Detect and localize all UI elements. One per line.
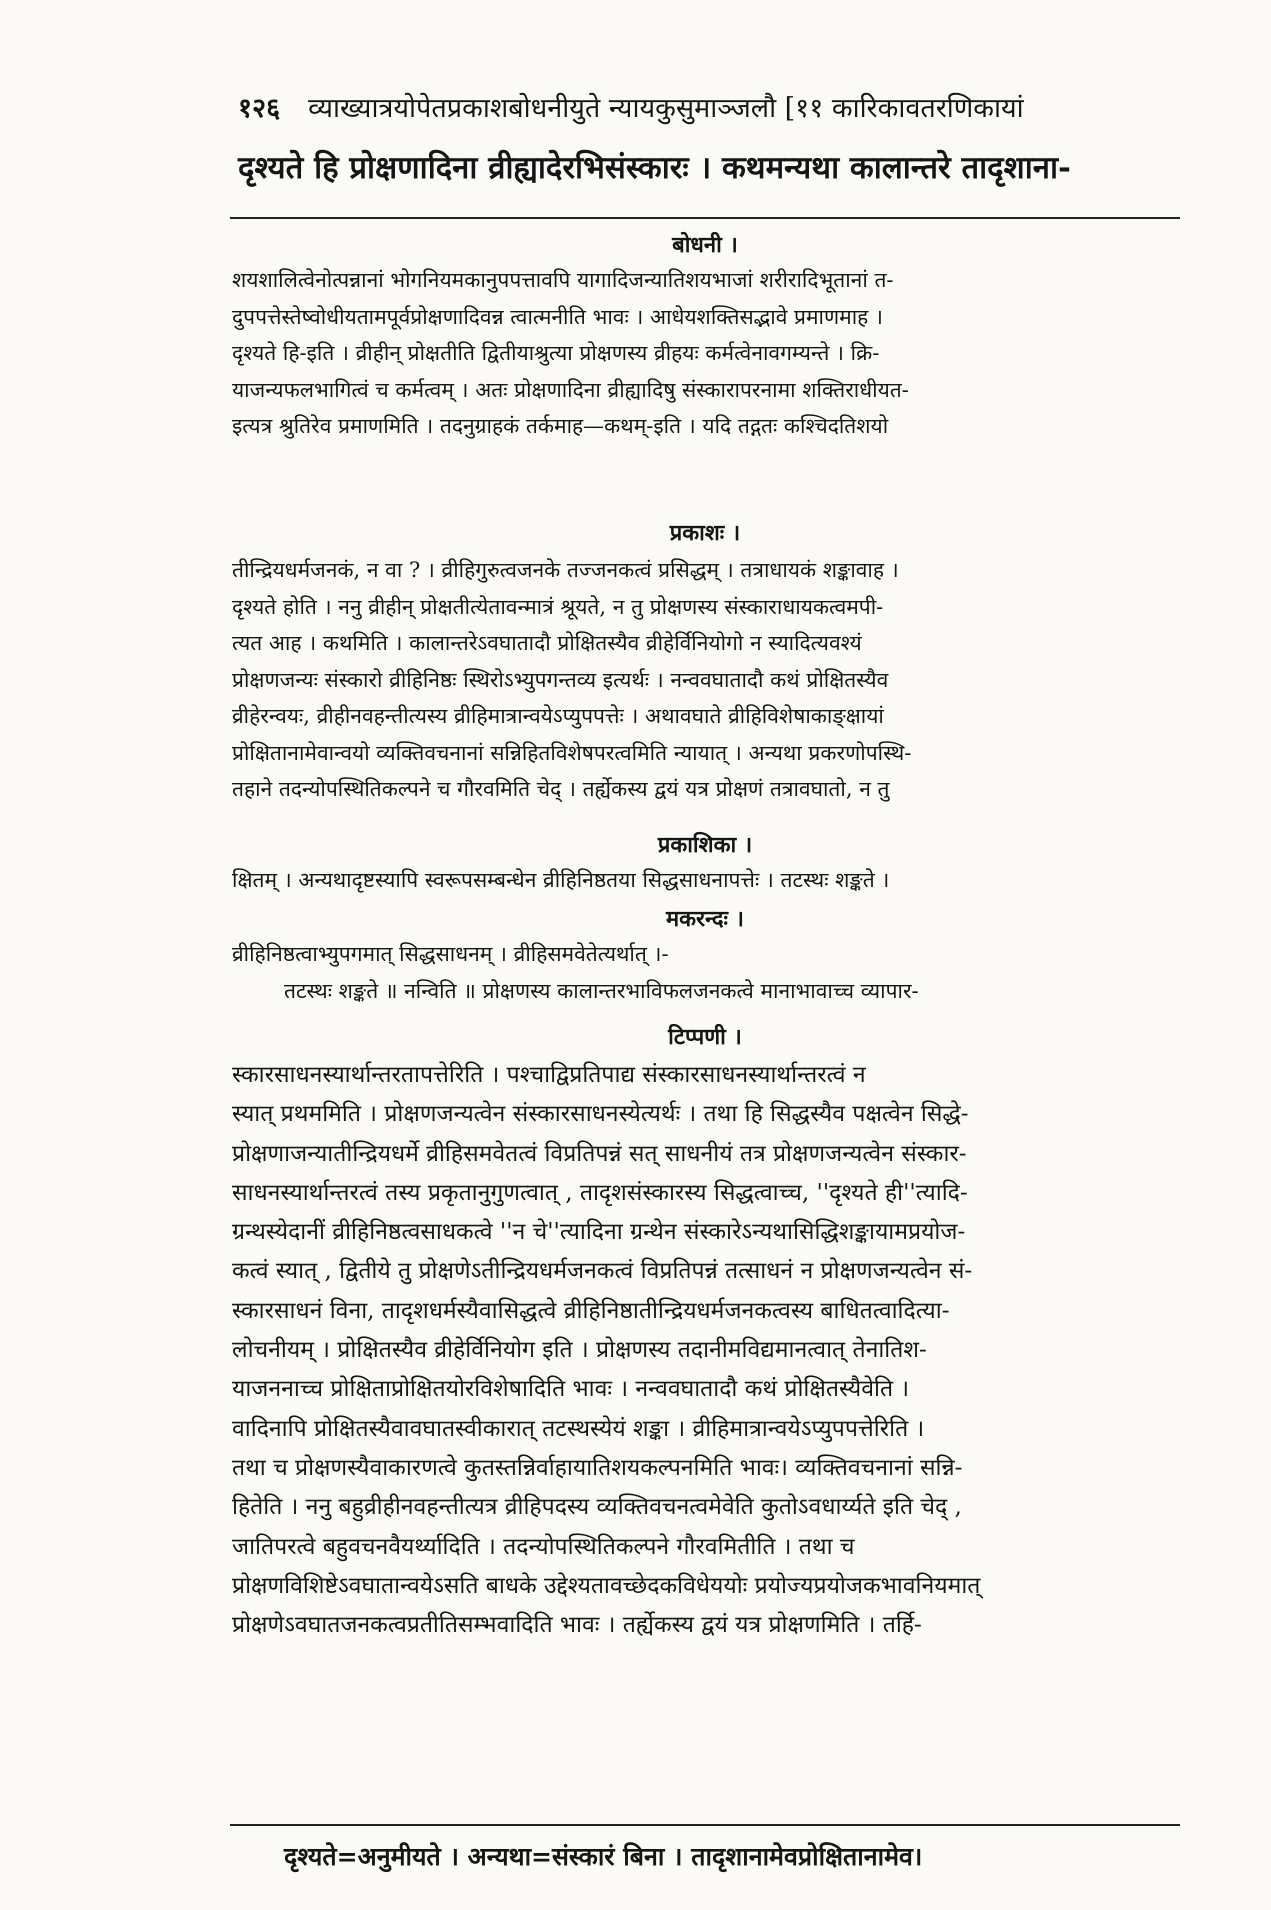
text-line: हितेति । ननु बहुव्रीहीनवहन्तीत्यत्र व्रीहिपदस्य व्यक्तिवचनत्वमेवेति कुतोऽवधार्य्यते इति चेद् ,: [232, 1494, 962, 1521]
text-line: व्रीहिनिष्ठत्वाभ्युपगमात् सिद्धसाधनम् । व्रीहिसमवेतेत्यर्थात् ।-: [232, 942, 669, 966]
text-line: प्रोक्षणाजन्यातीन्द्रियधर्मे व्रीहिसमवेतत्वं विप्रतिपन्नं सत् साधनीयं तत्र प्रोक्षणजन्यत्वेन संस्कार-: [232, 1140, 967, 1167]
section-prakashika: [232, 862, 1182, 899]
section-tippani: [232, 1056, 1182, 1645]
text-line: तीन्द्रियधर्मजनकं, न वा ? । व्रीहिगुरुत्वजनके तज्जनकत्वं प्रसिद्धम् । तत्राधायकं शङ्कावाह ।: [232, 558, 899, 582]
text-line: स्कारसाधनस्यार्थान्तरतापत्तेरिति । पश्चाद्विप्रतिपाद्य संस्कारसाधनस्यार्थान्तरत्वं न: [232, 1062, 866, 1088]
text-line: इत्यत्र श्रुतिरेव प्रमाणमिति । तदनुग्राहकं तर्कमाह—कथम्-इति । यदि तद्गतः कश्चिदतिशयो: [232, 414, 889, 438]
running-title: व्याख्यात्रयोपेतप्रकाशबोधनीयुते न्यायकुसुमाञ्जलौ [११ कारिकावतरणिकायां: [308, 93, 1024, 124]
text-line: तटस्थः शङ्कते ॥ नन्विति ॥ प्रोक्षणस्य कालान्तरभाविफलजनकत्वे मानाभावाच्च व्यापार-: [284, 978, 919, 1003]
text-line: प्रोक्षणजन्यः संस्कारो व्रीहिनिष्ठः स्थिरोऽभ्युपगन्तव्य इत्यर्थः । नन्ववघातादौ कथं प्रोक्षितस्यैव: [232, 667, 889, 692]
text-line: स्कारसाधनं विना, तादृशधर्मस्यैवासिद्धत्वे व्रीहिनिष्ठातीन्द्रियधर्मजनकत्वस्य बाधितत्वादित्या-: [232, 1297, 950, 1324]
section-heading-bodhani: बोधनी ।: [672, 232, 738, 258]
text-line: साधनस्यार्थान्तरत्वं तस्य प्रकृतानुगुणत्वात् , तादृशसंस्कारस्य सिद्धत्वाच्च, ''दृश्यते ही''त्यादि-: [232, 1179, 968, 1206]
text-line: दृश्यते हि-इति । व्रीहीन् प्रोक्षतीति द्वितीयाश्रुत्या प्रोक्षणस्य व्रीहयः कर्मत्वेनावगम्यन्ते । क्रि-: [232, 341, 880, 365]
text-line: व्रीहेरन्वयः, व्रीहीनवहन्तीत्यस्य व्रीहिमात्रान्वयेऽप्युपपत्तेः । अथावघाते व्रीहिविशेषाकाङ्क्षायां: [232, 704, 884, 728]
text-line: त्यत आह । कथमिति । कालान्तरेऽवघातादौ प्रोक्षितस्यैव व्रीहेर्विनियोगो न स्यादित्यवश्यं: [232, 631, 862, 655]
text-line: वादिनापि प्रोक्षितस्यैवावघातस्वीकारात् तटस्थस्येयं शङ्का । व्रीहिमात्रान्वयेऽप्युपपत्तेरिति ।: [232, 1415, 925, 1442]
text-line: याजननाच्च प्रोक्षिताप्रोक्षितयोरविशेषादिति भावः । नन्ववघातादौ कथं प्रोक्षितस्यैवेति ।: [232, 1376, 910, 1403]
text-line: क्षितम् । अन्यथादृष्टस्यापि स्वरूपसम्बन्धेन व्रीहिनिष्ठतया सिद्धसाधनापत्तेः । तटस्थः शङ्कते ।: [232, 868, 890, 892]
text-line: ग्रन्थस्येदानीं व्रीहिनिष्ठत्वसाधकत्वे ''न चे''त्यादिना ग्रन्थेन संस्कारेऽन्यथासिद्धिशङ्कायामप्रयोज-: [232, 1219, 966, 1246]
text-line: तहाने तदन्योपस्थितिकल्पने च गौरवमिति चेद् । तर्ह्येकस्य द्वयं यत्र प्रोक्षणं तत्रावघातो, न तु: [232, 777, 890, 801]
section-heading-tippani: टिप्पणी ।: [668, 1024, 742, 1050]
text-line: स्यात् प्रथममिति । प्रोक्षणजन्यत्वेन संस्कारसाधनस्येत्यर्थः । तथा हि सिद्धस्यैव पक्षत्वेन सिद्धे-: [232, 1101, 969, 1128]
section-bodhani: [232, 262, 1182, 445]
main-verse-text: दृश्यते हि प्रोक्षणादिना व्रीह्यादेरभिसंस्कारः । कथमन्यथा कालान्तरे तादृशाना-: [238, 150, 1071, 186]
text-line: लोचनीयम् । प्रोक्षितस्यैव व्रीहेर्विनियोग इति । प्रोक्षणस्य तदानीमविद्यमानत्वात् तेनातिश-: [232, 1337, 927, 1364]
footnote-divider: [230, 1824, 1180, 1826]
top-divider: [230, 217, 1180, 219]
text-line: शयशालित्वेनोत्पन्नानां भोगनियमकानुपपत्तावपि यागादिजन्यातिशयभाजां शरीरादिभूतानां त-: [232, 268, 894, 292]
section-heading-prakasha: प्रकाशः ।: [669, 520, 741, 546]
text-line: जातिपरत्वे बहुवचनवैयर्थ्यादिति । तदन्योपस्थितिकल्पने गौरवमितीति । तथा च: [232, 1533, 855, 1560]
text-line: याजन्यफलभागित्वं च कर्मत्वम् । अतः प्रोक्षणादिना व्रीह्यादिषु संस्कारापरनामा शक्तिराधीयत-: [232, 377, 909, 402]
text-line: दुपपत्तेस्तेष्वोधीयतामपूर्वप्रोक्षणादिवन्न त्वात्मनीति भावः । आधेयशक्तिसद्भावे प्रमाणमाह ।: [232, 304, 883, 329]
text-line: प्रोक्षणविशिष्टेऽवघातान्वयेऽसति बाधके उद्देश्यतावच्छेदकविधेययोः प्रयोज्यप्रयोजकभावनियमात्: [232, 1572, 981, 1599]
text-line: प्रोक्षितानामेवान्वयो व्यक्तिवचनानां सन्निहितविशेषपरत्वमिति न्यायात् । अन्यथा प्रकरणोपस्थि-: [232, 740, 912, 765]
text-line: कत्वं स्यात् , द्वितीये तु प्रोक्षणेऽतीन्द्रियधर्मजनकत्वं विप्रतिपन्नं तत्साधनं न प्रोक्षणजन्यत्वेन सं-: [232, 1258, 973, 1285]
section-heading-makaranda: मकरन्दः ।: [666, 906, 744, 932]
section-heading-prakashika: प्रकाशिका ।: [657, 832, 753, 858]
text-line: दृश्यते होति । ननु व्रीहीन् प्रोक्षतीत्येतावन्मात्रं श्रूयते, न तु प्रोक्षणस्य संस्काराधायकत्वमपी-: [232, 594, 884, 619]
footnote: दृश्यते=अनुमीयते । अन्यथा=संस्कारं बिना । तादृशानामेवप्रोक्षितानामेव।: [284, 1842, 923, 1871]
section-prakasha: [232, 552, 1182, 808]
text-line: प्रोक्षणेऽवघातजनकत्वप्रतीतिसम्भवादिति भावः । तर्ह्येकस्य द्वयं यत्र प्रोक्षणमिति । तर्हि-: [232, 1612, 922, 1639]
text-line: तथा च प्रोक्षणस्यैवाकारणत्वे कुतस्तन्निर्वाहायातिशयकल्पनमिति भावः। व्यक्तिवचनानां सन्नि-: [232, 1454, 963, 1481]
page-number: १२६: [238, 93, 281, 124]
running-header: [238, 92, 1188, 126]
section-makaranda: [232, 936, 1182, 1009]
